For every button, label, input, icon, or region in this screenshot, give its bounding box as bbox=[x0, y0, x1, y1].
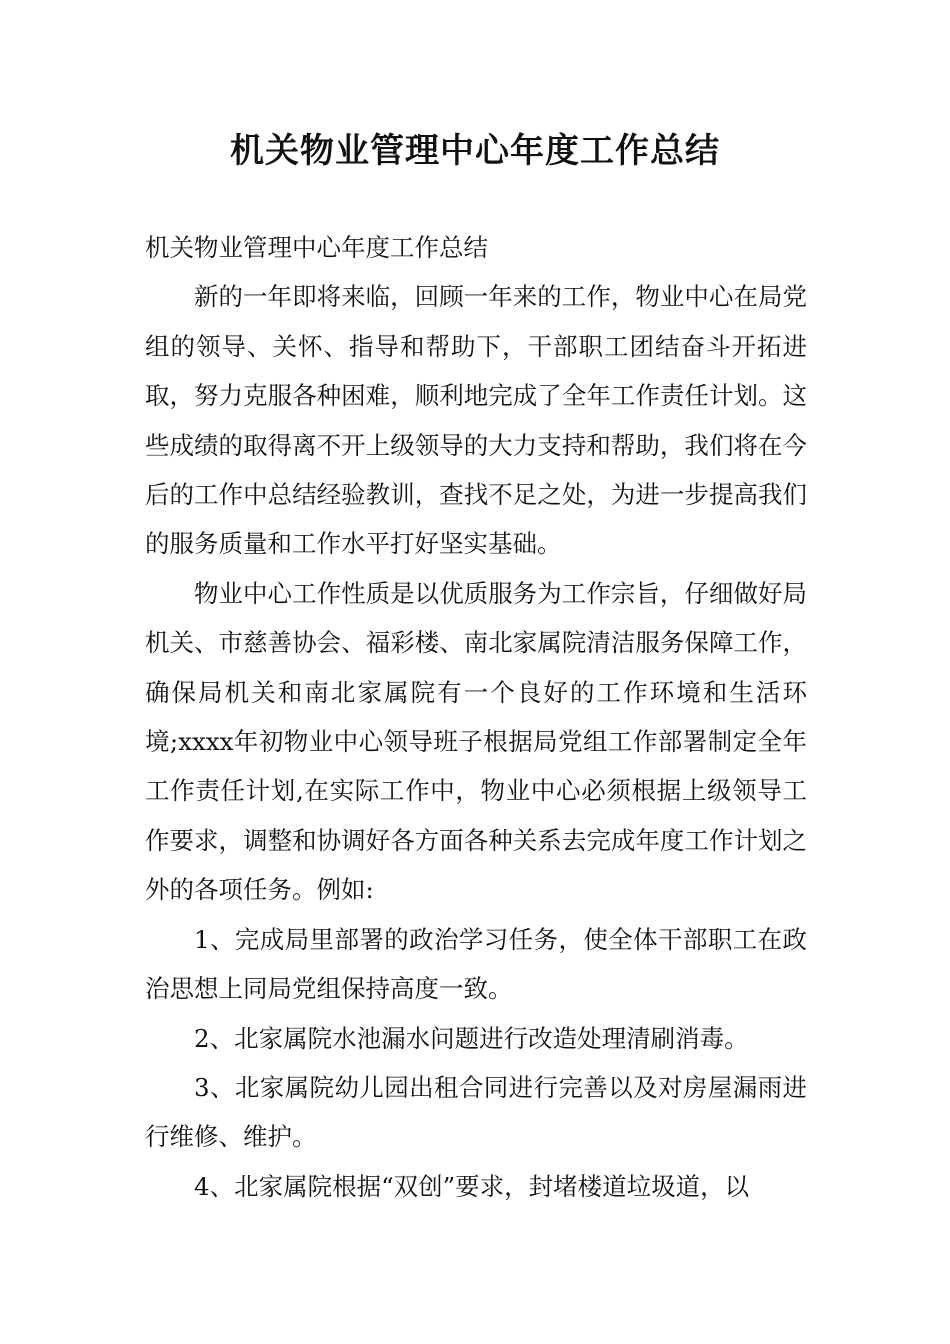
document-title: 机关物业管理中心年度工作总结 bbox=[230, 131, 720, 171]
list-item-2: 2、北家属院水池漏水问题进行改造处理清刷消毒。 bbox=[194, 1023, 749, 1053]
paragraph-work-nature: 物业中心工作性质是以优质服务为工作宗旨，仔细做好局机关、市慈善协会、福彩楼、南北家属院清洁服务保障工作，确保局机关和南北家属院有一个良好的工作环境和生活环境;xxxx年初物业中心领导班子根据局党组工作部署制定全年工作责任计划,在实际工作中，物业中心必须根据上级领导工作要求，调整和协调好各方面各种关系去完成年度工作计划之外的各项任务。例如: bbox=[145, 578, 807, 905]
list-item-4: 4、北家属院根据“双创”要求，封堵楼道垃圾道，以 bbox=[194, 1171, 750, 1201]
document-body bbox=[145, 223, 807, 1211]
document-subtitle: 机关物业管理中心年度工作总结 bbox=[145, 233, 488, 262]
paragraph-intro: 新的一年即将来临，回顾一年来的工作，物业中心在局党组的领导、关怀、指导和帮助下，干部职工团结奋斗开拓进取，努力克服各种困难，顺利地完成了全年工作责任计划。这些成绩的取得离不开上级领导的大力支持和帮助，我们将在今后的工作中总结经验教训，查找不足之处，为进一步提高我们的服务质量和工作水平打好坚实基础。 bbox=[145, 282, 807, 559]
list-item-3: 3、北家属院幼儿园出租合同进行完善以及对房屋漏雨进行维修、维护。 bbox=[145, 1072, 807, 1152]
list-item-1: 1、完成局里部署的政治学习任务，使全体干部职工在政治思想上同局党组保持高度一致。 bbox=[145, 924, 807, 1004]
